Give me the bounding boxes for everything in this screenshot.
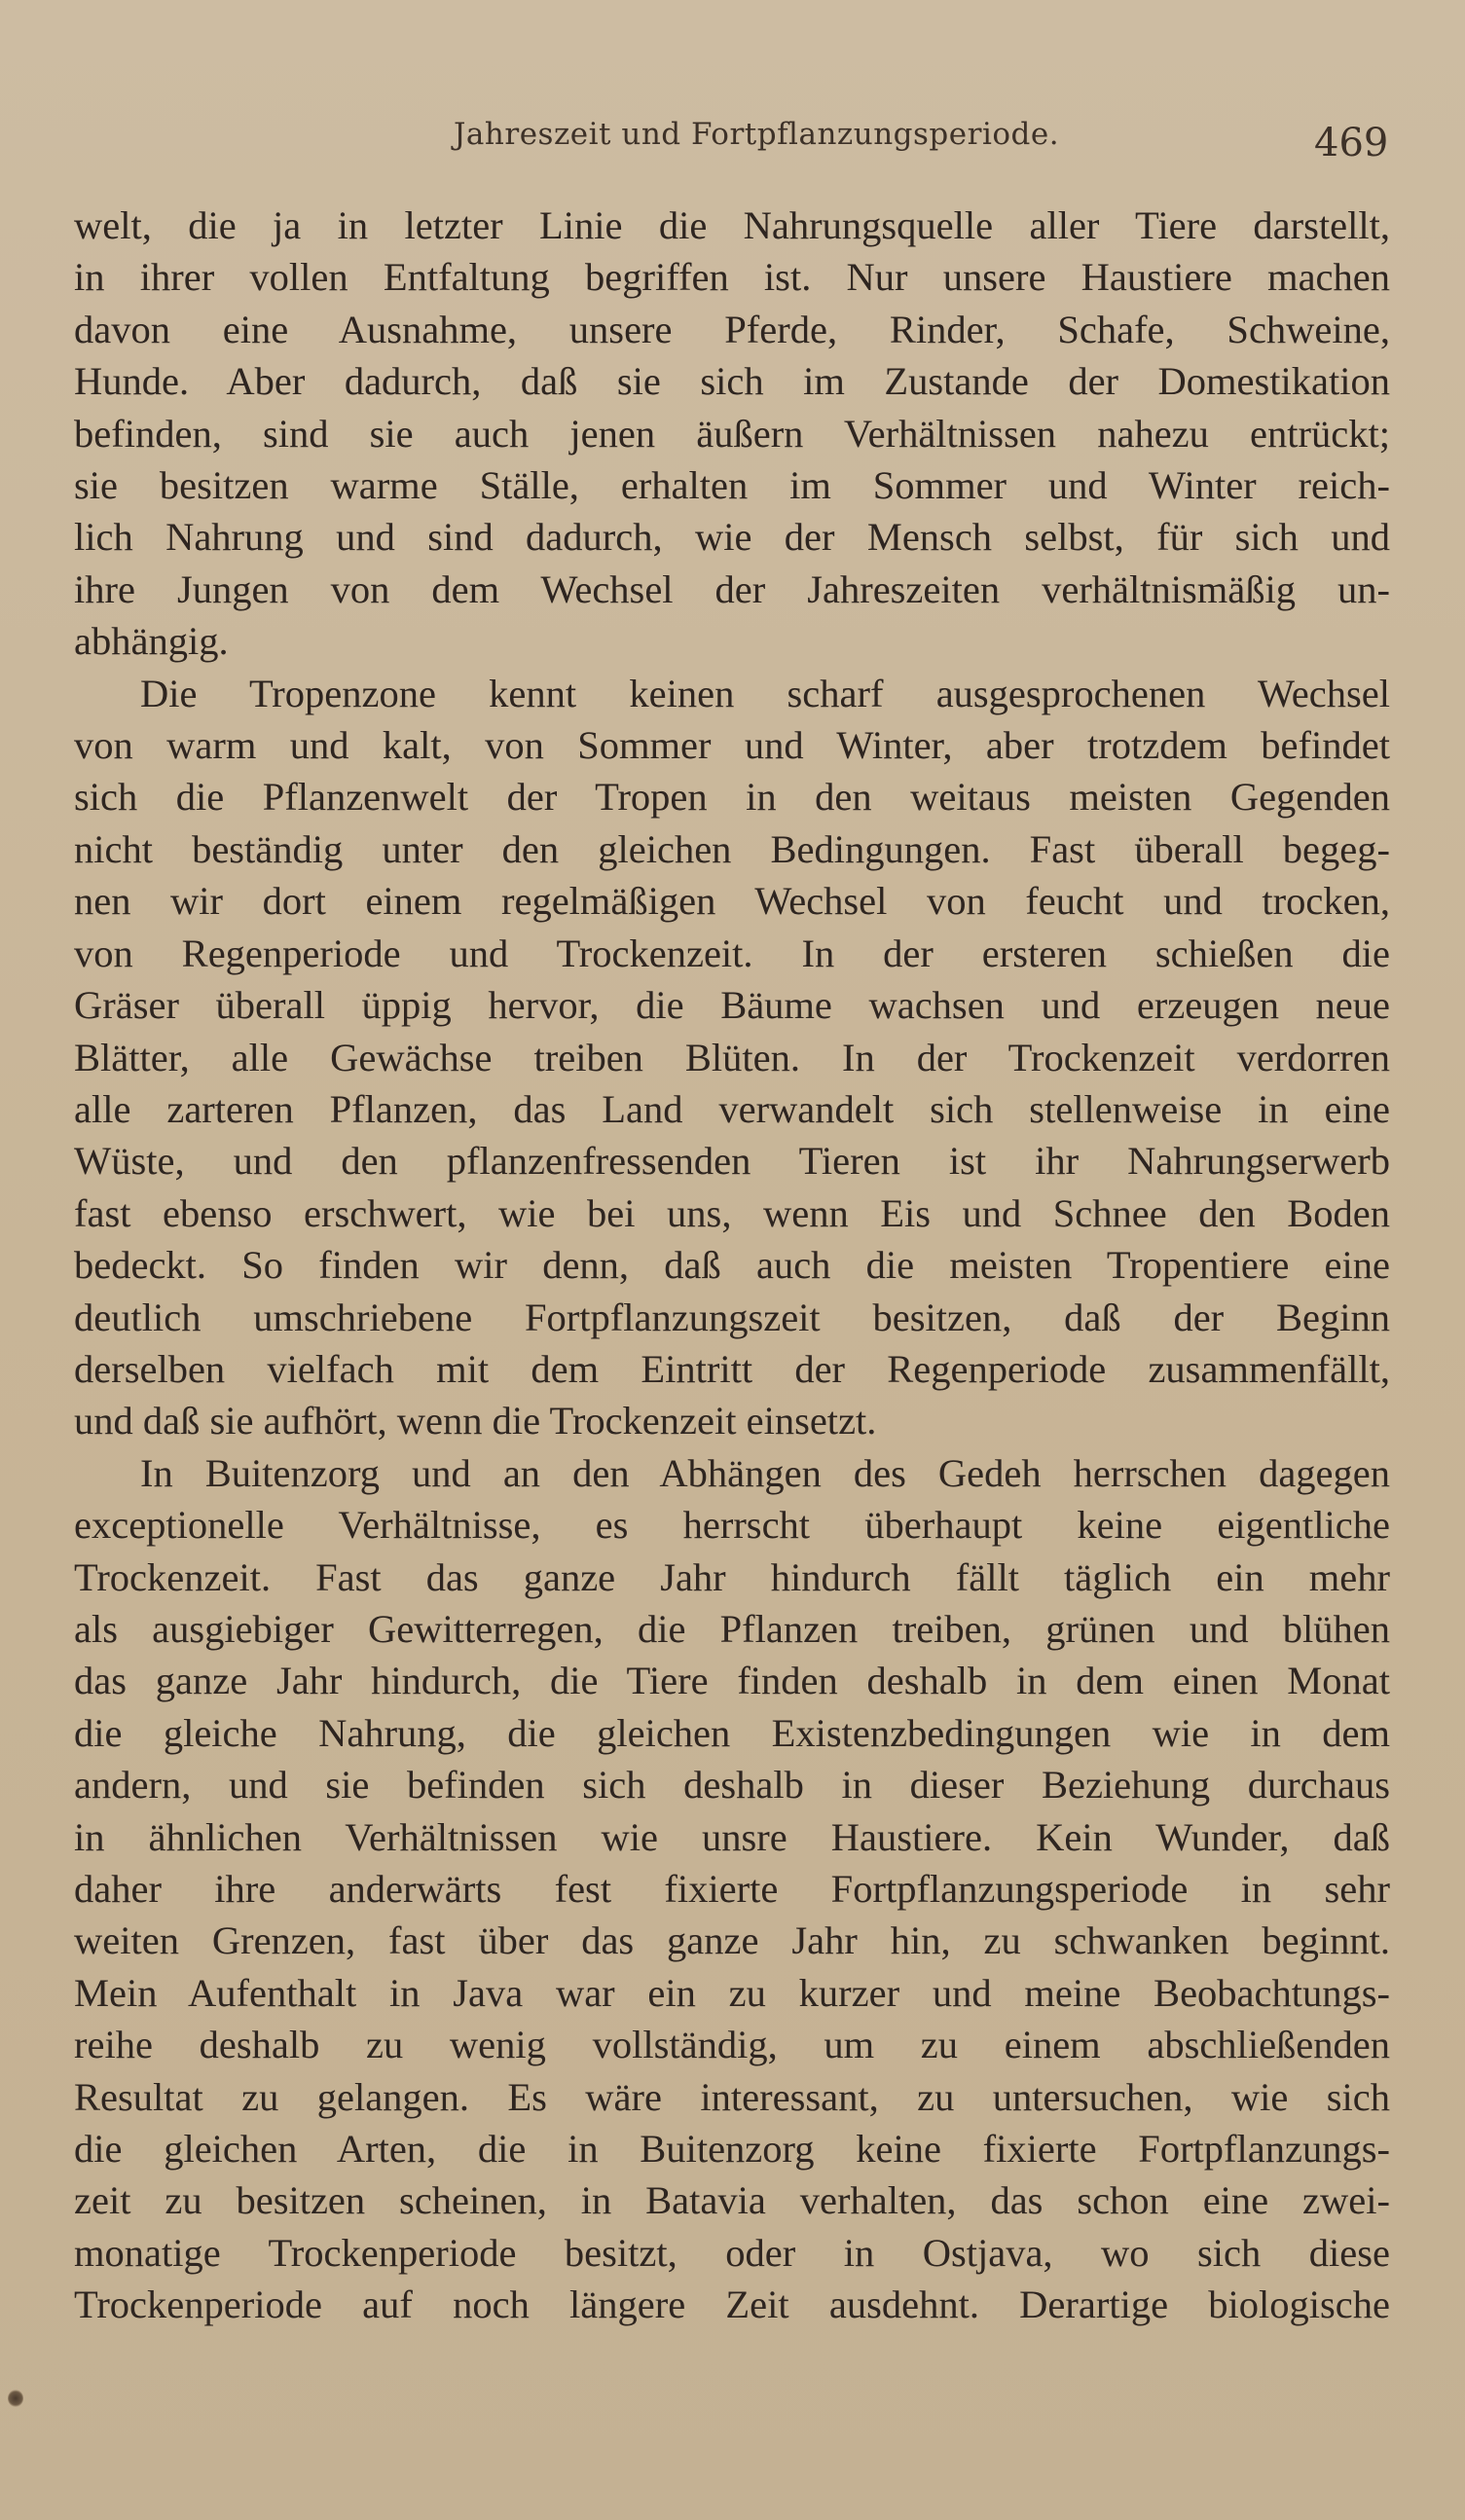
text-line: Trockenperiode auf noch längere Zeit ausdehnt. Derartige biologische (74, 2283, 1390, 2327)
text-line: ihre Jungen von dem Wechsel der Jahreszeiten verhältnismäßig un- (74, 566, 1390, 611)
text-line: monatige Trockenperiode besitzt, oder in Ostjava, wo sich diese (74, 2230, 1390, 2275)
text-line: weiten Grenzen, fast über das ganze Jahr hin, zu schwanken beginnt. (74, 1918, 1390, 1963)
text-line: in ähnlichen Verhältnissen wie unsre Haustiere. Kein Wunder, daß (74, 1814, 1390, 1859)
text-line: nen wir dort einem regelmäßigen Wechsel von feucht und trocken, (74, 879, 1390, 924)
running-title: Jahreszeit und Fortpflanzungsperiode. (454, 117, 1060, 152)
body-text (74, 200, 1390, 2331)
ink-spot (8, 2390, 23, 2407)
text-line: Mein Aufenthalt in Java war ein zu kurzer und meine Beobachtungs- (74, 1970, 1390, 2015)
text-line: zeit zu besitzen scheinen, in Batavia verhalten, das schon eine zwei- (74, 2178, 1390, 2223)
text-line: bedeckt. So finden wir denn, daß auch die meisten Tropentiere eine (74, 1243, 1390, 1288)
text-line: fast ebenso erschwert, wie bei uns, wenn Eis und Schnee den Boden (74, 1190, 1390, 1235)
text-line: von warm und kalt, von Sommer und Winter, aber trotzdem befindet (74, 723, 1390, 768)
text-line: von Regenperiode und Trockenzeit. In der ersteren schießen die (74, 931, 1390, 975)
text-line: exceptionelle Verhältnisse, es herrscht überhaupt keine eigentliche (74, 1503, 1390, 1548)
text-line: lich Nahrung und sind dadurch, wie der Mensch selbst, für sich und (74, 515, 1390, 560)
text-line: in ihrer vollen Entfaltung begriffen ist. Nur unsere Haustiere machen (74, 255, 1390, 300)
text-line: welt, die ja in letzter Linie die Nahrungsquelle aller Tiere darstellt, (74, 203, 1390, 247)
running-head (0, 105, 1465, 183)
page-number: 469 (1314, 121, 1389, 165)
text-line: die gleiche Nahrung, die gleichen Existenzbedingungen wie in dem (74, 1710, 1390, 1755)
text-line: und daß sie aufhört, wenn die Trockenzeit einsetzt. (74, 1399, 877, 1443)
text-line: derselben vielfach mit dem Eintritt der Regenperiode zusammenfällt, (74, 1346, 1390, 1391)
text-line: sie besitzen warme Ställe, erhalten im Sommer und Winter reich- (74, 463, 1390, 508)
text-line: die gleichen Arten, die in Buitenzorg keine fixierte Fortpflanzungs- (74, 2127, 1390, 2172)
text-line: Die Tropenzone kennt keinen scharf ausgesprochenen Wechsel (140, 671, 1390, 715)
text-line: In Buitenzorg und an den Abhängen des Gedeh herrschen dagegen (140, 1450, 1390, 1495)
text-line: davon eine Ausnahme, unsere Pferde, Rinder, Schafe, Schweine, (74, 307, 1390, 351)
text-line: befinden, sind sie auch jenen äußern Verhältnissen nahezu entrückt; (74, 411, 1390, 456)
text-line: nicht beständig unter den gleichen Bedingungen. Fast überall begeg- (74, 826, 1390, 871)
text-line: das ganze Jahr hindurch, die Tiere finden deshalb in dem einen Monat (74, 1659, 1390, 1703)
text-line: Blätter, alle Gewächse treiben Blüten. In der Trockenzeit verdorren (74, 1035, 1390, 1079)
text-line: daher ihre anderwärts fest fixierte Fortpflanzungsperiode in sehr (74, 1867, 1390, 1911)
text-line: abhängig. (74, 619, 229, 664)
text-line: als ausgiebiger Gewitterregen, die Pflanzen treiben, grünen und blühen (74, 1606, 1390, 1651)
text-line: Gräser überall üppig hervor, die Bäume wachsen und erzeugen neue (74, 983, 1390, 1028)
text-line: Resultat zu gelangen. Es wäre interessant, zu untersuchen, wie sich (74, 2074, 1390, 2119)
text-line: deutlich umschriebene Fortpflanzungszeit besitzen, daß der Beginn (74, 1295, 1390, 1339)
text-line: alle zarteren Pflanzen, das Land verwandelt sich stellenweise in eine (74, 1086, 1390, 1131)
text-line: sich die Pflanzenwelt der Tropen in den weitaus meisten Gegenden (74, 775, 1390, 820)
text-line: andern, und sie befinden sich deshalb in dieser Beziehung durchaus (74, 1763, 1390, 1808)
text-line: Wüste, und den pflanzenfressenden Tieren ist ihr Nahrungserwerb (74, 1139, 1390, 1184)
text-line: Hunde. Aber dadurch, daß sie sich im Zustande der Domestikation (74, 359, 1390, 404)
text-line: Trockenzeit. Fast das ganze Jahr hindurch fällt täglich ein mehr (74, 1554, 1390, 1599)
text-line: reihe deshalb zu wenig vollständig, um zu einem abschließenden (74, 2023, 1390, 2067)
